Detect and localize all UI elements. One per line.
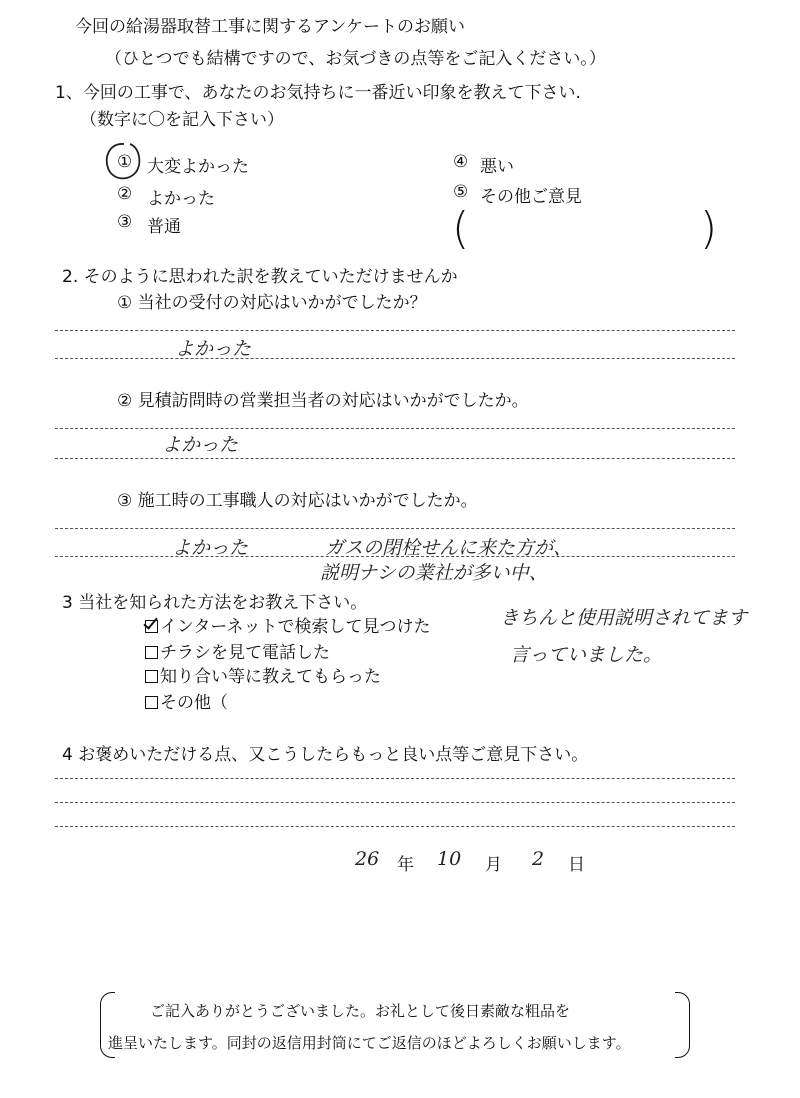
checked-checkbox[interactable] [145,620,158,633]
q2-question: 2. そのように思われた訳を教えていただけませんか [62,267,458,287]
answer-line [55,826,735,827]
q1-option-number: ② [117,184,133,204]
survey-subtitle: （ひとつでも結構ですので、お気づきの点等をご記入ください。） [105,49,606,69]
q1-instruction: （数字に〇を記入下さい） [80,110,284,130]
q1-option-number: ④ [453,152,469,172]
answer-line [55,358,735,359]
q3-option-referral[interactable] [145,662,381,687]
q3-option-label: 知り合い等に教えてもらった [160,667,381,687]
q1-option-label: その他ご意見 [480,187,582,207]
answer-line [55,458,735,459]
q2-sub1-label: ① 当社の受付の対応はいかがでしたか？ [117,293,427,313]
answer-line [55,802,735,803]
handwritten-comment-line-1: ガスの閉栓せんに来た方が、 [325,537,573,559]
answer-line [55,330,735,331]
q1-option-label: 悪い [480,157,514,177]
closing-bracket-right [675,992,690,1058]
handwritten-comment-line-4: 言っていました。 [510,644,663,666]
q3-option-label: インターネットで検索して見つけた [160,617,431,637]
date-year: 26 [355,848,380,870]
q4-question: 4 お褒めいただける点、又こうしたらもっと良い点等ご意見下さい。 [62,745,589,765]
q2-sub1-answer: よかった [175,338,252,360]
answer-line [55,556,735,557]
q1-option-number: ⑤ [453,182,469,202]
date-month: 10 [437,848,462,870]
q1-option-number: ① [117,152,133,172]
q1-option-label: 普通 [147,217,181,237]
checkbox[interactable] [145,670,158,683]
handwritten-circle-mark [100,138,150,188]
handwritten-comment-line-3: きちんと使用説明されてます [500,607,748,629]
date-day-unit: 日 [568,855,585,875]
closing-line-2: 進呈いたします。同封の返信用封筒にてご返信のほどよろしくお願いします。 [108,1034,631,1052]
checkbox[interactable] [145,646,158,659]
q3-option-other[interactable] [145,688,228,713]
survey-title: 今回の給湯器取替工事に関するアンケートのお願い [75,17,465,37]
q1-option-number: ③ [117,212,133,232]
q2-sub2-label: ② 見積訪問時の営業担当者の対応はいかがでしたか。 [117,391,529,411]
date-year-unit: 年 [397,855,414,875]
other-paren-open: ( [452,203,470,254]
answer-line [55,428,735,429]
q3-option-flyer[interactable] [145,638,330,663]
handwritten-comment-line-2: 説明ナシの業社が多い中、 [320,562,548,584]
date-month-unit: 月 [485,855,502,875]
q2-sub2-answer: よかった [162,434,239,456]
q2-sub3-answer: よかった [172,537,249,559]
q1-option-label: 大変よかった [147,157,249,177]
q2-sub3-label: ③ 施工時の工事職人の対応はいかがでしたか。 [117,491,478,511]
answer-line [55,528,735,529]
q3-question: 3 当社を知られた方法をお教え下さい。 [62,593,368,613]
q3-option-internet[interactable] [145,612,430,637]
q3-option-label: その他（ [160,693,228,713]
checkbox[interactable] [145,696,158,709]
q1-question: 1、今回の工事で、あなたのお気持ちに一番近い印象を教えて下さい. [55,83,581,103]
answer-line [55,778,735,779]
q1-option-label: よかった [147,189,215,209]
date-day: 2 [532,848,545,870]
closing-line-1: ご記入ありがとうございました。お礼として後日素敵な粗品を [150,1002,571,1020]
q3-option-label: チラシを見て電話した [160,643,330,663]
other-paren-close: ) [700,203,718,254]
